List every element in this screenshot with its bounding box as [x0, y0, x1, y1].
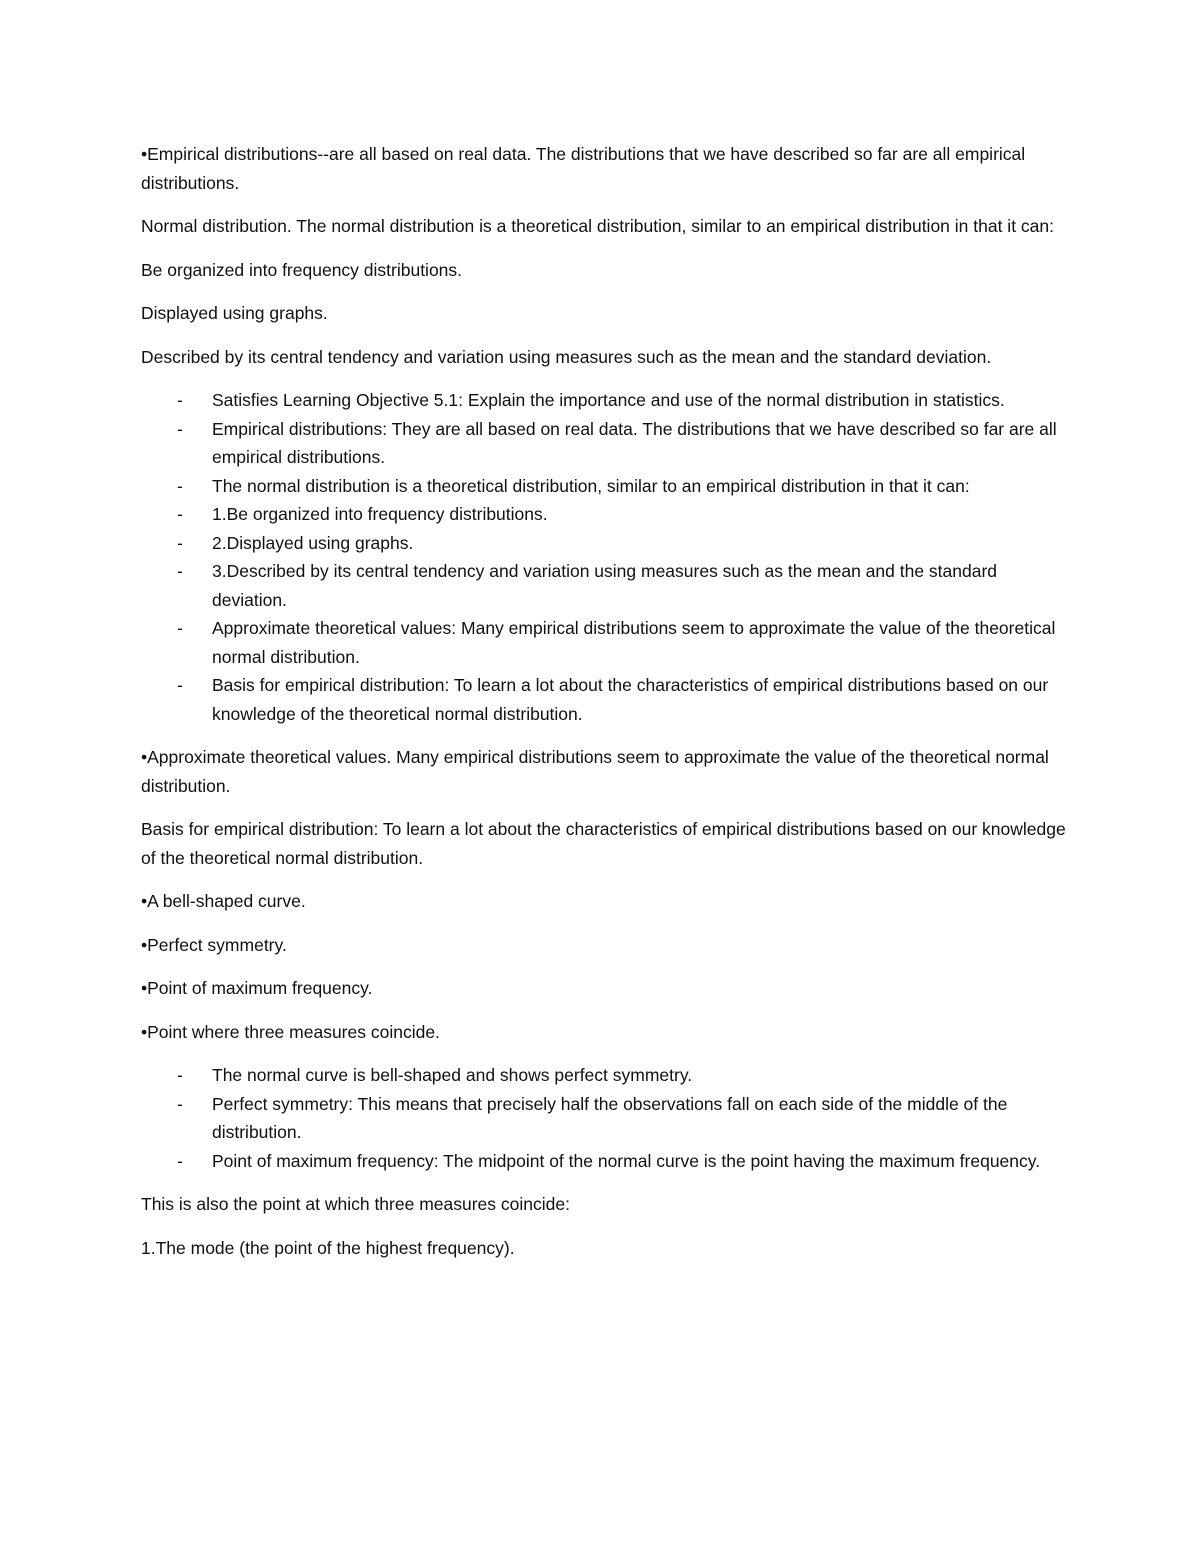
list-item-text: Empirical distributions: They are all based on real data. The distributions that we have described so far are all empirical distributions.	[212, 418, 1057, 467]
list-item	[141, 1090, 1066, 1147]
document-body	[141, 140, 1066, 1277]
dash-list-normal-curve	[141, 1061, 1066, 1175]
paragraph-coincide: This is also the point at which three measures coincide:	[141, 1194, 570, 1214]
list-item-text: The normal curve is bell-shaped and shows perfect symmetry.	[212, 1065, 693, 1085]
paragraph-normal-distribution: Normal distribution. The normal distribution is a theoretical distribution, similar to an empirical distribution in that it can:	[141, 216, 1054, 236]
dash-marker: -	[177, 504, 183, 524]
list-item	[141, 386, 1066, 415]
paragraph-perfect-symmetry: •Perfect symmetry.	[141, 934, 287, 955]
paragraph-bell-shaped: •A bell-shaped curve.	[141, 891, 306, 911]
list-item	[141, 671, 1066, 728]
list-item	[141, 500, 1066, 529]
list-item-text: 1.Be organized into frequency distributions.	[212, 504, 548, 524]
list-item-text: Satisfies Learning Objective 5.1: Explain the importance and use of the normal distribution in statistics.	[212, 390, 1005, 410]
paragraph-basis-empirical: Basis for empirical distribution: To learn a lot about the characteristics of empirical distributions based on our knowledge of the theoretical normal distribution.	[141, 819, 1066, 868]
paragraph-frequency-distributions: Be organized into frequency distributions.	[141, 259, 463, 280]
paragraph-central-tendency: Described by its central tendency and variation using measures such as the mean and the standard deviation.	[141, 346, 992, 367]
list-item-text: 3.Described by its central tendency and variation using measures such as the mean and the standard deviation.	[212, 561, 998, 610]
list-item	[141, 1147, 1066, 1176]
paragraph-empirical-distributions: •Empirical distributions--are all based on real data. The distributions that we have described so far are all empirical distributions.	[141, 144, 1026, 193]
dash-marker: -	[177, 475, 183, 496]
dash-marker: -	[177, 675, 183, 695]
list-item	[141, 472, 1066, 501]
dash-list-objectives	[141, 386, 1066, 728]
list-item	[141, 529, 1066, 558]
dash-marker: -	[177, 1093, 183, 1114]
list-item-text: 2.Displayed using graphs.	[212, 532, 414, 553]
dash-marker: -	[177, 390, 183, 410]
list-item-text: Perfect symmetry: This means that precisely half the observations fall on each side of the middle of the distribution.	[212, 1093, 1008, 1142]
list-item	[141, 557, 1066, 614]
list-item-text: Basis for empirical distribution: To learn a lot about the characteristics of empirical distributions based on our knowledge of the theoretical normal distribution.	[212, 675, 1049, 724]
list-item	[141, 1061, 1066, 1090]
list-item-text: Point of maximum frequency: The midpoint of the normal curve is the point having the maximum frequency.	[212, 1150, 1041, 1171]
dash-marker: -	[177, 561, 183, 581]
dash-marker: -	[177, 1065, 183, 1085]
dash-marker: -	[177, 618, 183, 638]
list-item	[141, 415, 1066, 472]
paragraph-three-measures: •Point where three measures coincide.	[141, 1021, 440, 1042]
dash-marker: -	[177, 532, 183, 553]
paragraph-mode: 1.The mode (the point of the highest frequency).	[141, 1237, 515, 1258]
paragraph-maximum-frequency: •Point of maximum frequency.	[141, 978, 373, 998]
dash-marker: -	[177, 1150, 183, 1171]
list-item-text: The normal distribution is a theoretical distribution, similar to an empirical distribution in that it can:	[212, 475, 970, 496]
list-item-text: Approximate theoretical values: Many empirical distributions seem to approximate the value of the theoretical normal distribution.	[212, 618, 1056, 667]
paragraph-approximate-values: •Approximate theoretical values. Many empirical distributions seem to approximate the value of the theoretical normal distribution.	[141, 747, 1049, 796]
list-item	[141, 614, 1066, 671]
paragraph-displayed-graphs: Displayed using graphs.	[141, 303, 328, 323]
dash-marker: -	[177, 418, 183, 439]
